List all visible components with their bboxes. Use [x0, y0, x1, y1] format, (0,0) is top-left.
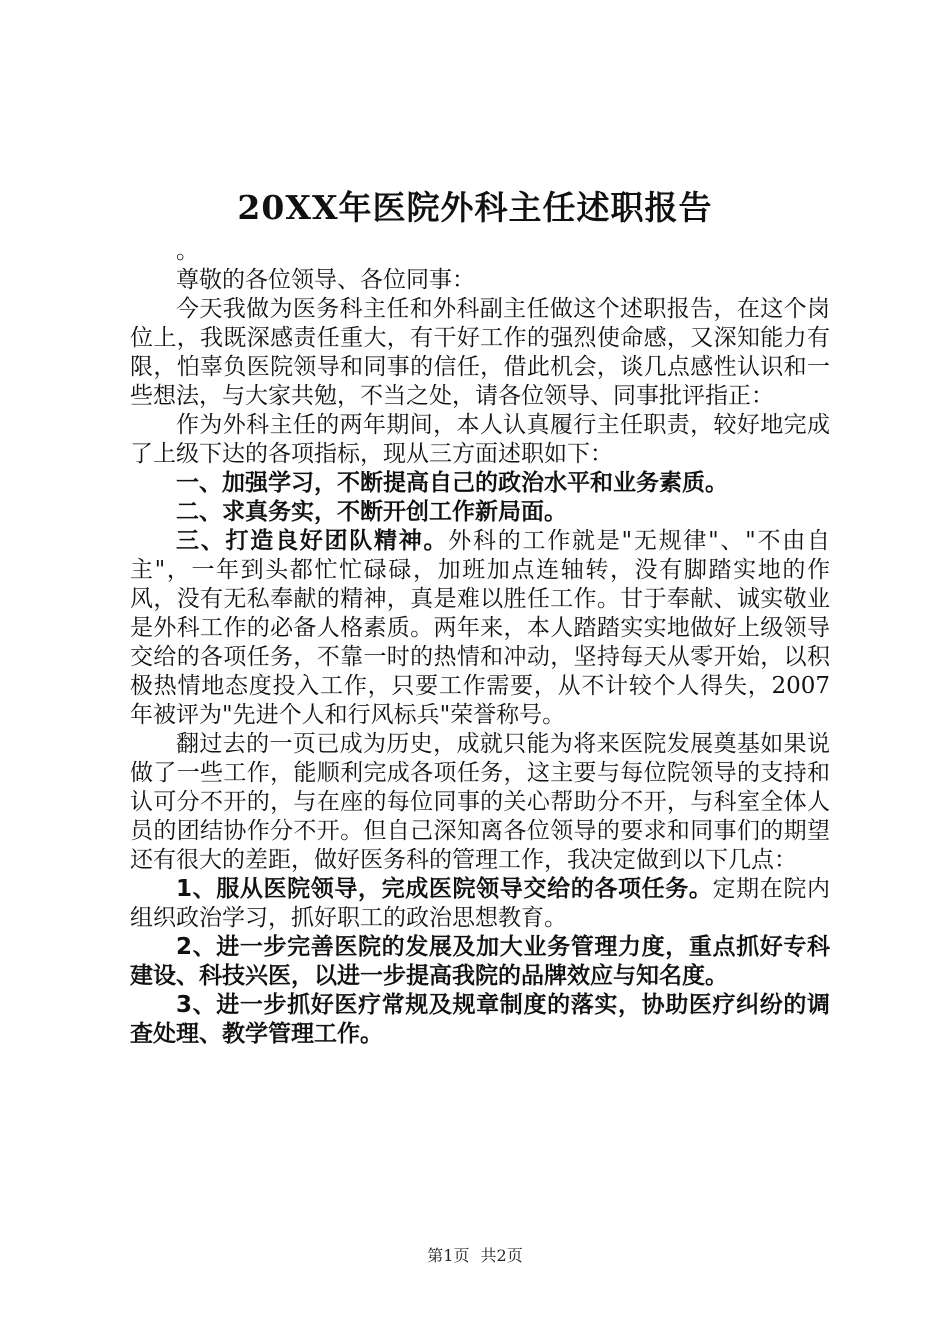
item-one-text: 定期在院内组织政治学习，抓好职工的政治思想教育。	[130, 876, 831, 931]
item-three: 3、进一步抓好医疗常规及规章制度的落实，协助医疗纠纷的调查处理、教学管理工作。	[130, 992, 830, 1047]
heading-two: 二、求真务实，不断开创工作新局面。	[176, 499, 567, 525]
heading-three: 三、打造良好团队精神。	[176, 528, 449, 554]
item-two: 2、进一步完善医院的发展及加大业务管理力度，重点抓好专科建设、科技兴医，以进一步提高我院的品牌效应与知名度。	[130, 934, 830, 989]
paragraph-team-text: 外科的工作就是"无规律"、"不由自主"，一年到头都忙忙碌碌，加班加点连轴转，没有脚踏实地的作风，没有无私奉献的精神，真是难以胜任工作。甘于奉献、诚实敬业是外科工作的必备人格素质。两年来，本人踏踏实实地做好上级领导交给的各项任务，不靠一时的热情和冲动，坚持每天从零开始，以积极热情地态度投入工作，只要工作需要，从不计较个人得失，2007年被评为"先进个人和行风标兵"荣誉称号。	[130, 528, 830, 728]
document-title: 20XX年医院外科主任述职报告	[237, 188, 713, 227]
page-footer	[0, 1243, 950, 1266]
page-total: 共2页	[480, 1246, 523, 1265]
paragraph-intro: 今天我做为医务科主任和外科副主任做这个述职报告，在这个岗位上，我既深感责任重大，有干好工作的强烈使命感，又深知能力有限，怕辜负医院领导和同事的信任，借此机会，谈几点感性认识和一些想法，与大家共勉，不当之处，请各位领导、同事批评指正：	[130, 296, 830, 409]
item-one-heading: 1、服从医院领导，完成医院领导交给的各项任务。	[176, 876, 713, 902]
heading-one: 一、加强学习，不断提高自己的政治水平和业务素质。	[176, 470, 728, 496]
document-body	[130, 237, 830, 1049]
item-one	[130, 875, 830, 933]
paragraph-overview: 作为外科主任的两年期间，本人认真履行主任职责，较好地完成了上级下达的各项指标，现从三方面述职如下：	[130, 412, 830, 467]
page-number: 第1页	[427, 1246, 470, 1265]
greeting: 尊敬的各位领导、各位同事：	[176, 267, 475, 293]
paragraph-team	[130, 527, 830, 730]
paragraph-outlook: 翻过去的一页已成为历史，成就只能为将来医院发展奠基如果说做了一些工作，能顺利完成各项任务，这主要与每位院领导的支持和认可分不开的，与在座的每位同事的关心帮助分不开，与科室全体人员的团结协作分不开。但自己深知离各位领导的要求和同事们的期望还有很大的差距，做好医务科的管理工作，我决定做到以下几点：	[130, 731, 830, 873]
stray-mark: 。	[176, 238, 199, 264]
